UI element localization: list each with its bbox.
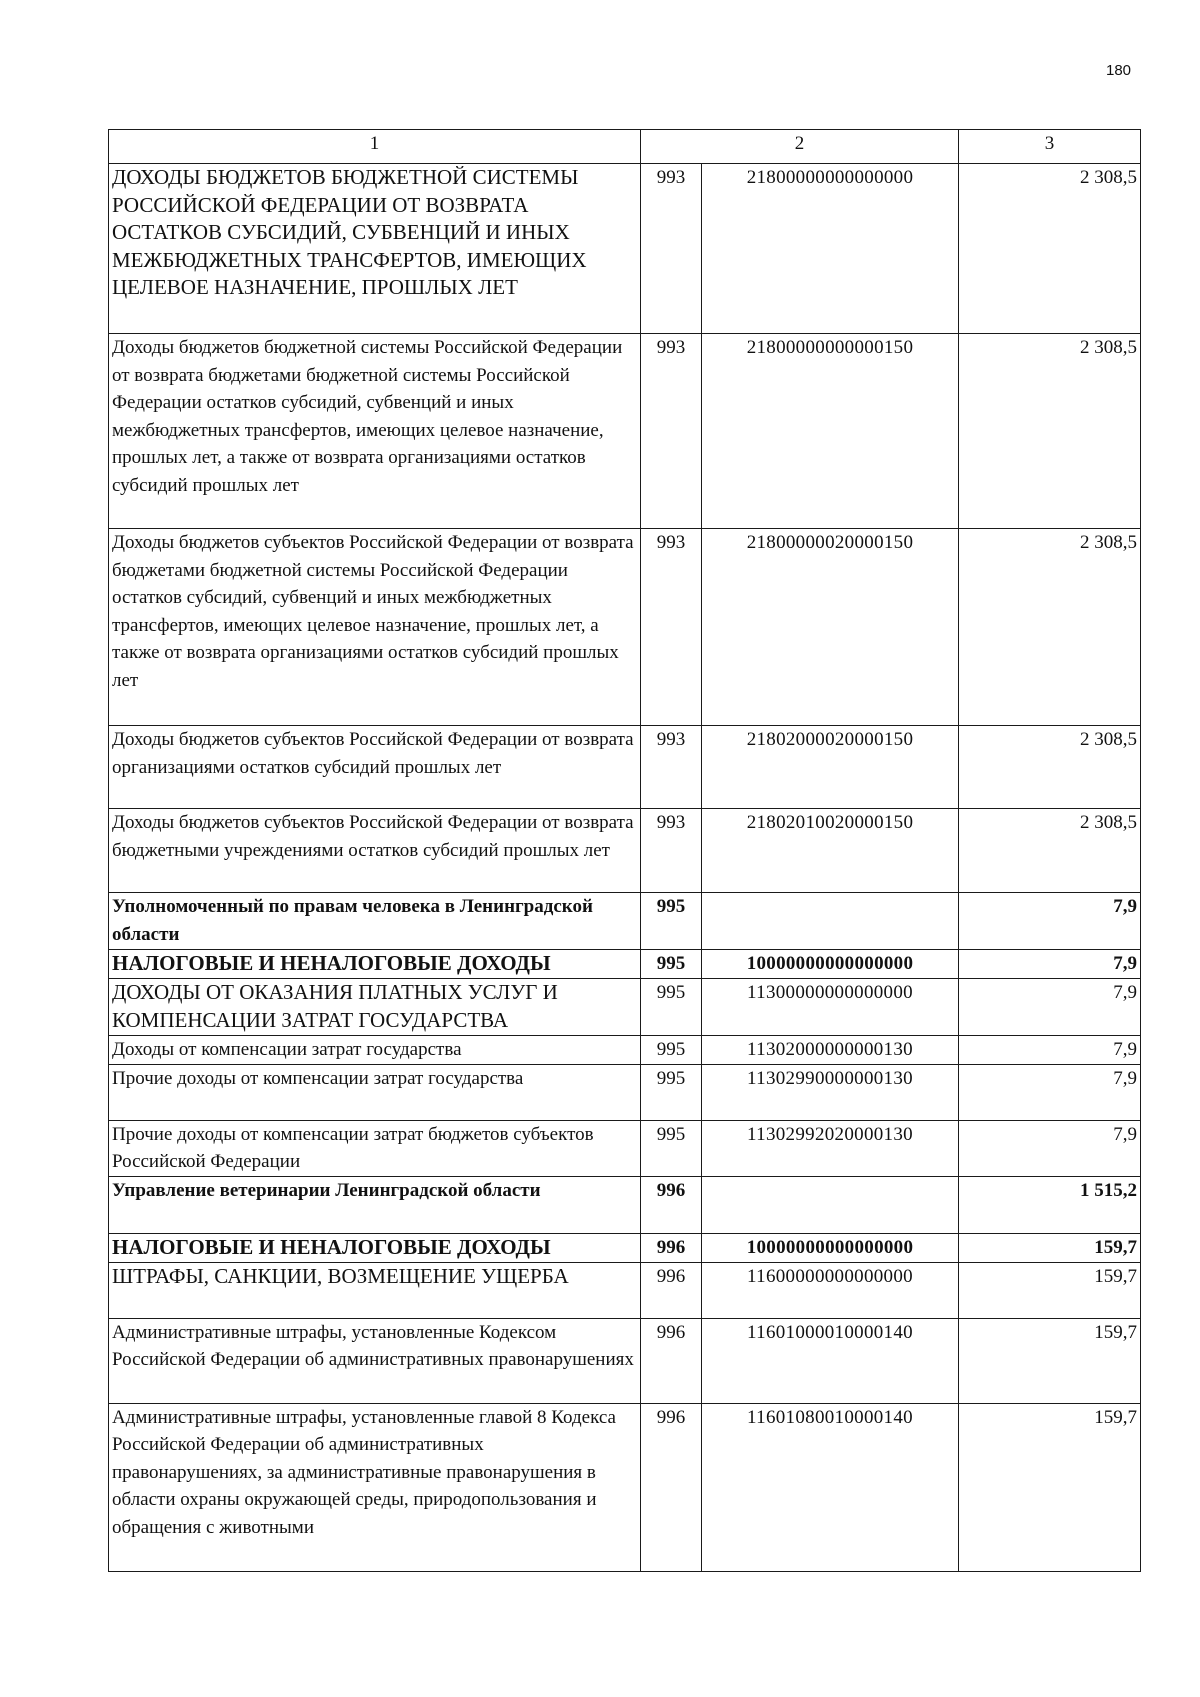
row-admin-code: 996 — [641, 1403, 702, 1571]
table-header-row — [109, 130, 1141, 164]
row-admin-code: 993 — [641, 164, 702, 334]
row-amount: 2 308,5 — [959, 809, 1141, 893]
table-row — [109, 164, 1141, 334]
row-name: Прочие доходы от компенсации затрат бюджетов субъектов Российской Федерации — [109, 1120, 641, 1176]
row-name: Доходы бюджетов субъектов Российской Федерации от возврата бюджетами бюджетной системы Российской Федерации остатков субсидий, субвенций и иных межбюджетных трансфертов, имеющих целевое назначение, прошлых лет, а также от возврата организациями остатков субсидий прошлых лет — [109, 529, 641, 726]
row-name: Управление ветеринарии Ленинградской области — [109, 1176, 641, 1233]
row-admin-code: 996 — [641, 1176, 702, 1233]
row-amount: 7,9 — [959, 950, 1141, 979]
row-amount: 7,9 — [959, 893, 1141, 950]
row-name: НАЛОГОВЫЕ И НЕНАЛОГОВЫЕ ДОХОДЫ — [109, 1233, 641, 1262]
row-admin-code: 993 — [641, 809, 702, 893]
row-admin-code: 995 — [641, 950, 702, 979]
row-amount: 7,9 — [959, 979, 1141, 1036]
table-row — [109, 979, 1141, 1036]
row-name: Доходы от компенсации затрат государства — [109, 1036, 641, 1065]
row-name: Административные штрафы, установленные Кодексом Российской Федерации об административных правонарушениях — [109, 1318, 641, 1403]
row-amount: 159,7 — [959, 1318, 1141, 1403]
row-admin-code: 996 — [641, 1233, 702, 1262]
row-name: Прочие доходы от компенсации затрат государства — [109, 1064, 641, 1120]
table-row — [109, 1403, 1141, 1571]
row-budget-code — [702, 1176, 959, 1233]
row-name: ШТРАФЫ, САНКЦИИ, ВОЗМЕЩЕНИЕ УЩЕРБА — [109, 1262, 641, 1318]
row-amount: 159,7 — [959, 1233, 1141, 1262]
table-row — [109, 529, 1141, 726]
row-name: НАЛОГОВЫЕ И НЕНАЛОГОВЫЕ ДОХОДЫ — [109, 950, 641, 979]
table-row — [109, 1176, 1141, 1233]
row-amount: 7,9 — [959, 1064, 1141, 1120]
row-name: Доходы бюджетов бюджетной системы Российской Федерации от возврата бюджетами бюджетной системы Российской Федерации остатков субсидий, субвенций и иных межбюджетных трансфертов, имеющих целевое назначение, прошлых лет, а также от возврата организациями остатков субсидий прошлых лет — [109, 334, 641, 529]
table-row — [109, 1318, 1141, 1403]
table-row — [109, 950, 1141, 979]
row-amount: 2 308,5 — [959, 529, 1141, 726]
column-header-code: 2 — [641, 130, 959, 164]
table-row — [109, 893, 1141, 950]
row-admin-code: 993 — [641, 529, 702, 726]
row-admin-code: 995 — [641, 1036, 702, 1065]
table-row — [109, 1036, 1141, 1065]
row-budget-code: 10000000000000000 — [702, 1233, 959, 1262]
row-budget-code: 21800000000000000 — [702, 164, 959, 334]
row-budget-code: 10000000000000000 — [702, 950, 959, 979]
row-budget-code: 11300000000000000 — [702, 979, 959, 1036]
row-admin-code: 995 — [641, 979, 702, 1036]
table-row — [109, 1064, 1141, 1120]
row-admin-code: 995 — [641, 1120, 702, 1176]
row-budget-code: 21800000000000150 — [702, 334, 959, 529]
row-budget-code: 11601080010000140 — [702, 1403, 959, 1571]
row-amount: 159,7 — [959, 1403, 1141, 1571]
row-name: Уполномоченный по правам человека в Ленинградской области — [109, 893, 641, 950]
row-amount: 1 515,2 — [959, 1176, 1141, 1233]
row-admin-code: 996 — [641, 1262, 702, 1318]
row-budget-code: 11302990000000130 — [702, 1064, 959, 1120]
table-row — [109, 1262, 1141, 1318]
row-amount: 2 308,5 — [959, 726, 1141, 809]
row-admin-code: 995 — [641, 1064, 702, 1120]
row-budget-code: 11600000000000000 — [702, 1262, 959, 1318]
table-row — [109, 1120, 1141, 1176]
table-row — [109, 809, 1141, 893]
row-name: ДОХОДЫ БЮДЖЕТОВ БЮДЖЕТНОЙ СИСТЕМЫ РОССИЙСКОЙ ФЕДЕРАЦИИ ОТ ВОЗВРАТА ОСТАТКОВ СУБСИДИЙ, СУБВЕНЦИЙ И ИНЫХ МЕЖБЮДЖЕТНЫХ ТРАНСФЕРТОВ, ИМЕЮЩИХ ЦЕЛЕВОЕ НАЗНАЧЕНИЕ, ПРОШЛЫХ ЛЕТ — [109, 164, 641, 334]
row-budget-code — [702, 893, 959, 950]
row-name: Доходы бюджетов субъектов Российской Федерации от возврата организациями остатков субсидий прошлых лет — [109, 726, 641, 809]
row-amount: 7,9 — [959, 1120, 1141, 1176]
row-name: Доходы бюджетов субъектов Российской Федерации от возврата бюджетными учреждениями остатков субсидий прошлых лет — [109, 809, 641, 893]
row-amount: 7,9 — [959, 1036, 1141, 1065]
row-admin-code: 993 — [641, 334, 702, 529]
row-admin-code: 993 — [641, 726, 702, 809]
row-admin-code: 995 — [641, 893, 702, 950]
row-amount: 159,7 — [959, 1262, 1141, 1318]
budget-revenue-table — [108, 129, 1141, 1572]
table-row — [109, 726, 1141, 809]
column-header-sum: 3 — [959, 130, 1141, 164]
table-row — [109, 334, 1141, 529]
row-amount: 2 308,5 — [959, 164, 1141, 334]
page-number: 180 — [1106, 62, 1132, 79]
row-budget-code: 21802000020000150 — [702, 726, 959, 809]
row-name: Административные штрафы, установленные главой 8 Кодекса Российской Федерации об административных правонарушениях, за административные правонарушения в области охраны окружающей среды, природопользования и обращения с животными — [109, 1403, 641, 1571]
row-admin-code: 996 — [641, 1318, 702, 1403]
column-header-name: 1 — [109, 130, 641, 164]
table-row — [109, 1233, 1141, 1262]
row-budget-code: 11302992020000130 — [702, 1120, 959, 1176]
row-amount: 2 308,5 — [959, 334, 1141, 529]
row-budget-code: 21802010020000150 — [702, 809, 959, 893]
row-budget-code: 11302000000000130 — [702, 1036, 959, 1065]
row-budget-code: 21800000020000150 — [702, 529, 959, 726]
row-name: ДОХОДЫ ОТ ОКАЗАНИЯ ПЛАТНЫХ УСЛУГ И КОМПЕНСАЦИИ ЗАТРАТ ГОСУДАРСТВА — [109, 979, 641, 1036]
row-budget-code: 11601000010000140 — [702, 1318, 959, 1403]
